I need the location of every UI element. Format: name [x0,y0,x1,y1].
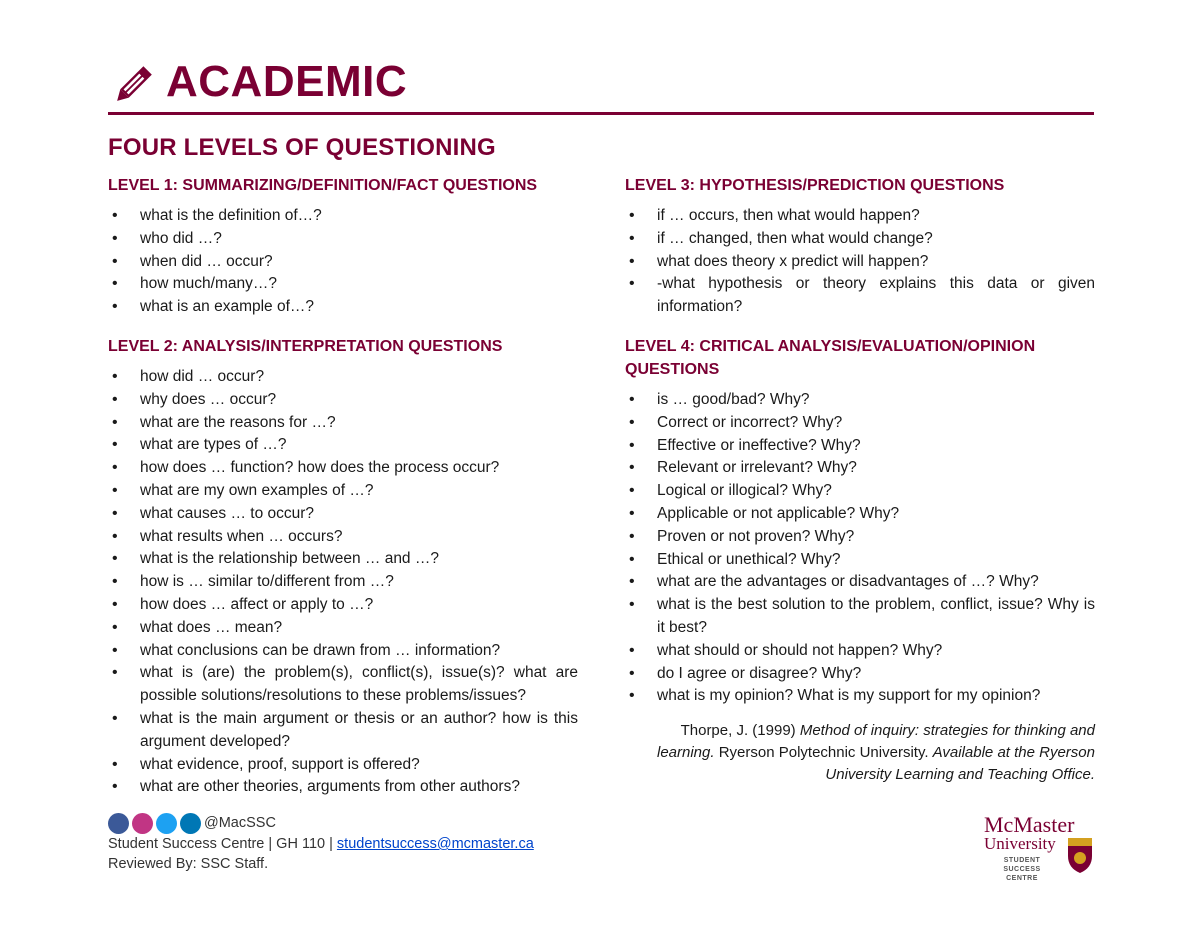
list-item: • what is the best solution to the problem, conflict, issue? Why is it best? [625,594,1095,640]
list-item: • what results when … occurs? [108,526,578,549]
social-row [108,812,534,834]
logo-name: McMaster [984,812,1075,837]
citation-author: Thorpe, J. (1999) [680,722,796,740]
list-item: • what are my own examples of …? [108,480,578,503]
citation [625,720,1095,786]
list-item: • how did … occur? [108,366,578,389]
page-title: FOUR LEVELS OF QUESTIONING [108,134,496,161]
list-item: • is … good/bad? Why? [625,389,1095,412]
header-title: ACADEMIC [166,57,408,106]
list-item: • what evidence, proof, support is offered? [108,754,578,777]
list-item: • Ethical or unethical? Why? [625,549,1095,572]
level4-heading: LEVEL 4: CRITICAL ANALYSIS/EVALUATION/OPINION QUESTIONS [625,337,1036,378]
list-item: • what is the main argument or thesis or an author? how is this argument developed? [108,708,578,754]
logo-unit: STUDENT SUCCESS CENTRE [1003,857,1041,882]
level4-list [625,389,1095,708]
list-item: • what are types of …? [108,434,578,457]
email-link[interactable]: studentsuccess@mcmaster.ca [336,836,534,852]
list-item: • Correct or incorrect? Why? [625,412,1095,435]
list-item: • what are the reasons for …? [108,412,578,435]
list-item: • what are the advantages or disadvantages of …? Why? [625,571,1095,594]
linkedin-icon[interactable] [180,813,201,834]
logo-sub: University [984,834,1056,853]
list-item: • if … occurs, then what would happen? [625,205,1095,228]
level2-list [108,366,578,799]
list-item: • how is … similar to/different from …? [108,571,578,594]
list-item: • what conclusions can be drawn from … information? [108,640,578,663]
level1-list [108,205,578,319]
pencil-icon [114,62,156,104]
footer-contact [108,834,534,854]
footer-location: Student Success Centre | GH 110 | [108,836,333,852]
list-item: • when did … occur? [108,251,578,274]
list-item: • how does … affect or apply to …? [108,594,578,617]
social-handle: @MacSSC [204,815,276,831]
instagram-icon[interactable] [132,813,153,834]
list-item: • Logical or illogical? Why? [625,480,1095,503]
list-item: • how much/many…? [108,273,578,296]
level1-heading: LEVEL 1: SUMMARIZING/DEFINITION/FACT QUESTIONS [108,177,538,194]
list-item: • Effective or ineffective? Why? [625,435,1095,458]
citation-availability: Available at the Ryerson University Learning and Teaching Office. [825,744,1095,784]
list-item: • do I agree or disagree? Why? [625,663,1095,686]
list-item: • what causes … to occur? [108,503,578,526]
list-item: • what does theory x predict will happen? [625,251,1095,274]
list-item: • what is the relationship between … and …? [108,548,578,571]
footer-reviewed: Reviewed By: SSC Staff. [108,856,269,872]
right-column [625,174,1095,786]
footer [108,812,534,874]
list-item: • what is my opinion? What is my support for my opinion? [625,685,1095,708]
list-item: • why does … occur? [108,389,578,412]
list-item: • what is the definition of…? [108,205,578,228]
level3-heading: LEVEL 3: HYPOTHESIS/PREDICTION QUESTIONS [625,177,1005,194]
list-item: • what is an example of…? [108,296,578,319]
list-item: • what should or should not happen? Why? [625,640,1095,663]
list-item: • who did …? [108,228,578,251]
facebook-icon[interactable] [108,813,129,834]
list-item: • how does … function? how does the process occur? [108,457,578,480]
twitter-icon[interactable] [156,813,177,834]
list-item: • Proven or not proven? Why? [625,526,1095,549]
left-column [108,174,578,799]
level3-list [625,205,1095,319]
mcmaster-logo [984,812,1096,882]
level2-heading: LEVEL 2: ANALYSIS/INTERPRETATION QUESTIONS [108,337,503,355]
list-item: • Applicable or not applicable? Why? [625,503,1095,526]
crest-icon [1066,836,1094,874]
list-item: • what are other theories, arguments from other authors? [108,776,578,799]
citation-publisher: Ryerson Polytechnic University. [718,744,929,762]
list-item: • if … changed, then what would change? [625,228,1095,251]
citation-title: Method of inquiry: strategies for thinking and learning. [656,722,1095,762]
header [108,56,1094,115]
list-item: • Relevant or irrelevant? Why? [625,457,1095,480]
list-item: • what does … mean? [108,617,578,640]
list-item: • -what hypothesis or theory explains this data or given information? [625,273,1095,319]
list-item: • what is (are) the problem(s), conflict(s), issue(s)? what are possible solutions/resolutions to these problems/issues? [108,662,578,708]
